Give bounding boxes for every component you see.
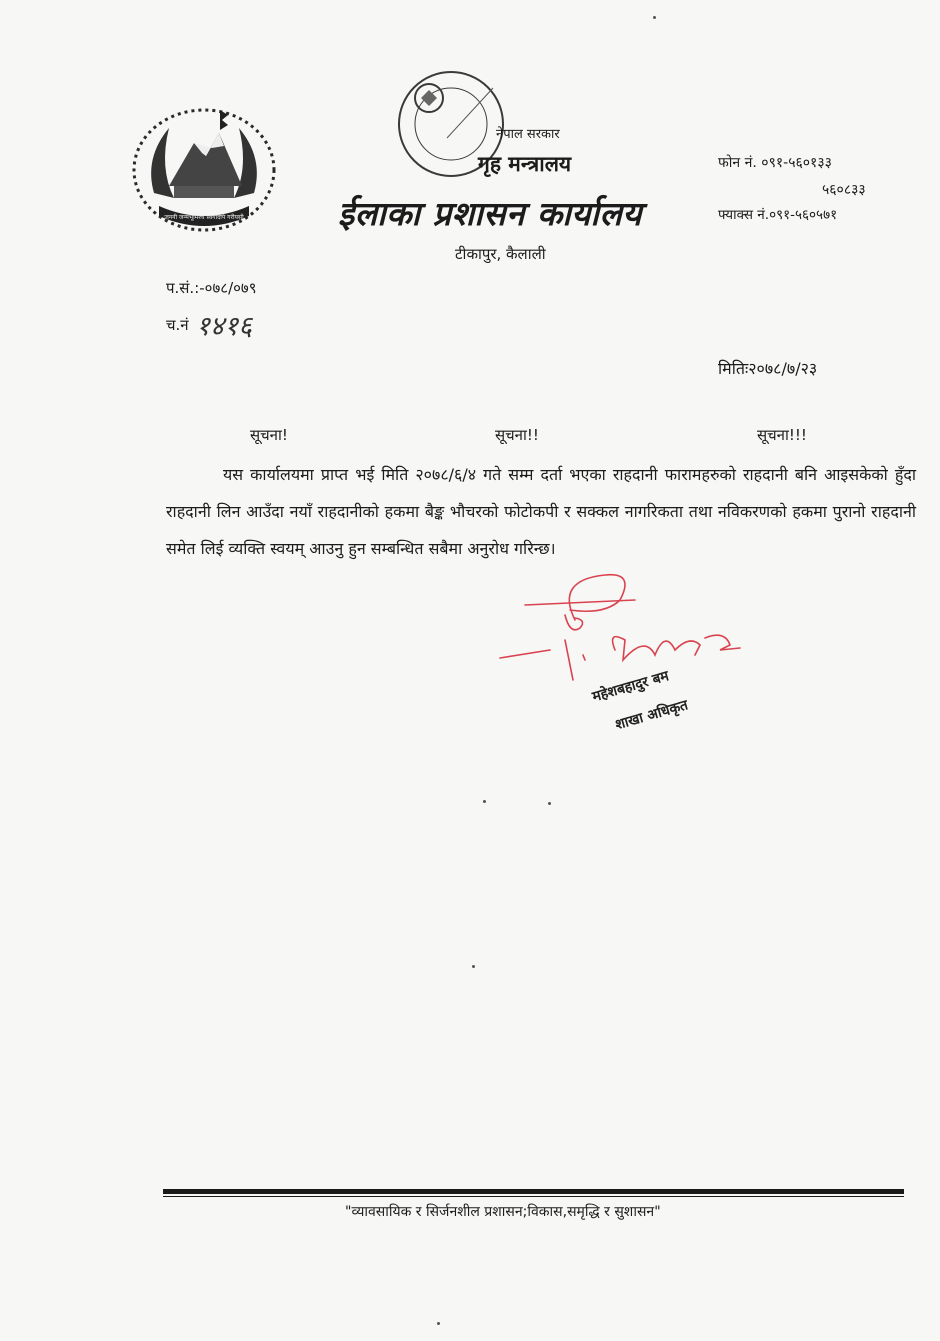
speck xyxy=(483,800,486,803)
notice-body: यस कार्यालयमा प्राप्त भई मिति २०७८/६/४ गते सम्म दर्ता भएका राहदानी फारामहरुको राहदानी बनि आइसकेको हुँदा राहदानी लिन आउँदा नयाँ राहदानीको हकमा बैङ्क भौचरको फोटोकपी र सक्कल नागरिकता तथा नविकरणको हकमा पुरानो राहदानी समेत लिई व्यक्ति स्वयम् आउनु हुन सम्बन्धित सबैमा अनुरोध गरिन्छ। xyxy=(166,465,916,558)
fax-number: फ्याक्स नं.०९१-५६०५७१ xyxy=(718,207,838,223)
ministry-name: गृह मन्त्रालय xyxy=(478,152,572,176)
speck xyxy=(472,965,475,968)
reference-number: प.सं.:-०७८/०७९ xyxy=(166,279,257,297)
handwritten-signature xyxy=(495,560,755,690)
footer-rule-thick xyxy=(163,1189,904,1194)
dispatch-number-label: च.नं xyxy=(166,316,189,334)
svg-text:जननी जन्मभूमिश्च स्वर्गादपि गर: जननी जन्मभूमिश्च स्वर्गादपि गरीयसी xyxy=(164,214,244,221)
notice-heading-2: सूचना!! xyxy=(495,426,539,444)
signer-title: शाखा अधिकृत xyxy=(613,697,690,734)
letter-date: मितिः२०७८/७/२३ xyxy=(718,359,818,378)
office-location: टीकापुर, कैलाली xyxy=(455,245,546,263)
notice-heading-1: सूचना! xyxy=(250,426,288,444)
phone-number: फोन नं. ०९१-५६०१३३ xyxy=(718,155,832,171)
speck xyxy=(548,802,551,805)
footer-rule-thin xyxy=(163,1196,904,1197)
notice-heading-3: सूचना!!! xyxy=(757,426,807,444)
phone-number-secondary: ५६०८३३ xyxy=(822,182,866,198)
speck xyxy=(653,16,656,19)
government-emblem-icon xyxy=(124,98,284,238)
footer-slogan: "व्यावसायिक र सिर्जनशील प्रशासन;विकास,समृद्धि र सुशासन" xyxy=(345,1204,661,1220)
dispatch-number-handwritten: १४१६ xyxy=(196,311,253,342)
signer-name: महेशबहादुर बम xyxy=(590,668,671,706)
office-name: ईलाका प्रशासन कार्यालय xyxy=(338,194,642,233)
speck xyxy=(437,1322,440,1325)
government-name: नेपाल सरकार xyxy=(496,127,560,142)
